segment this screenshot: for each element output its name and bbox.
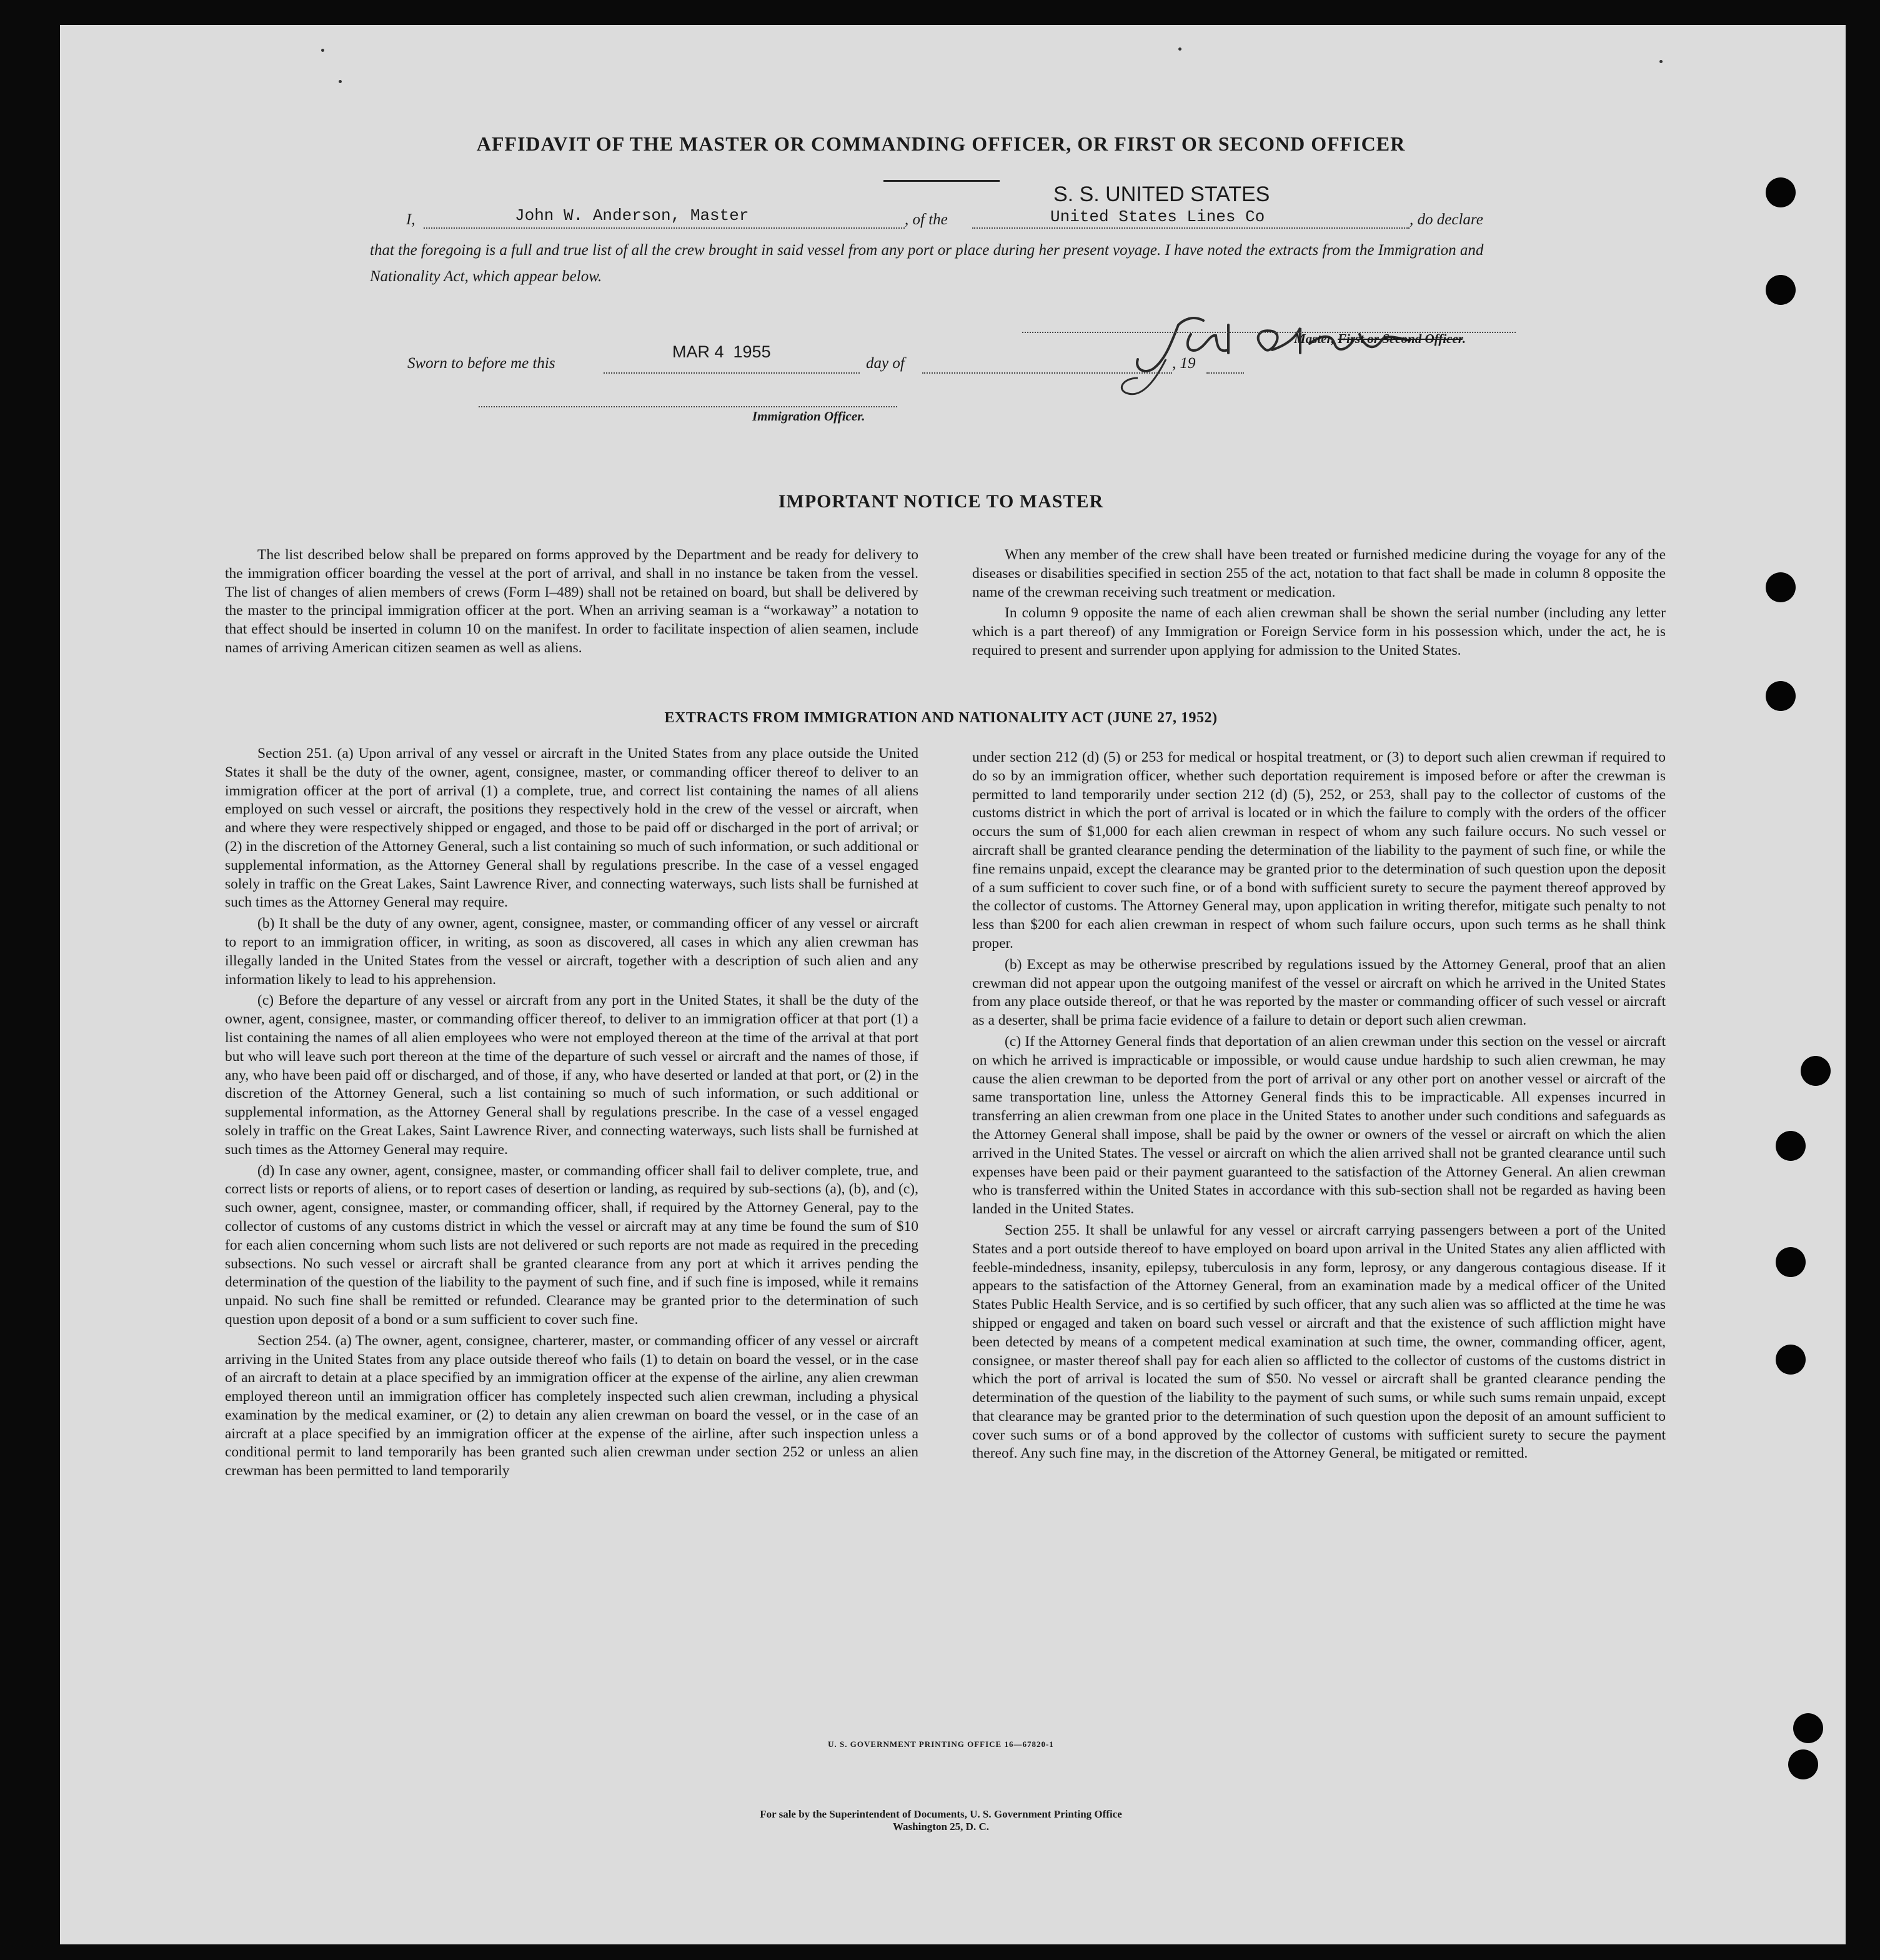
extract-paragraph: (d) In case any owner, agent, consignee, master, or commanding officer shall fail to deliver complete, true, and correct lists or reports of aliens, or to report cases of desertion or landing, as required by sub-sections (a), (b), and (c), such owner, agent, consignee, master, or commanding officer, shall, if required by the Attorney General, pay to the collector of customs of any customs district in which the vessel or aircraft may at any time be found the sum of $10 for each alien concerning whom such lists are not delivered or such reports are not made as required in the preceding subsections. No such vessel or aircraft shall be granted clearance from any port at which it arrives pending the determination of the question of the liability to the payment of such fine, and if such fine is imposed, while it remains unpaid. No such fine shall be remitted or refunded. Clearance may be granted prior to the determination of such question upon deposit of a bond or a sum sufficient to cover such fine. (225, 1162, 918, 1328)
notice-right-paragraph-1: When any member of the crew shall have been treated or furnished medicine during the voyage for any of the diseases or disabilities specified in section 255 of the act, notation to that fact shall be made in column 8 opposite the name of the crewman receiving such treatment or medication. (972, 547, 1666, 600)
extract-paragraph: under section 212 (d) (5) or 253 for medical or hospital treatment, or (3) to deport such alien crewman if required to do so by an immigration officer, whether such deportation requirement is imposed before or after the crewman is permitted to land temporarily under section 212 (d) (5), 252, or 253, shall pay to the collector of customs of the customs district in which the port of arrival is located or in which the failure to comply with the orders of the officer occurs the sum of $1,000 for each alien crewman in respect of whom any such failure occurs. No such vessel or aircraft shall be granted clearance pending the determination of the liability to the payment of such fine, or while the fine remains unpaid, except the clearance may be granted prior to the determination of such question upon the deposit of a sum sufficient to cover such fine, or of a bond with sufficient surety to secure the payment thereof approved by the collector of customs. The Attorney General may, upon application in writing therefor, mitigate such penalty to not less than $200 for each alien crewman in respect of whom such failure occurs, upon such terms as he shall think proper. (972, 749, 1666, 952)
sworn-label: Sworn to before me this (407, 355, 555, 372)
day-of-label: day of (866, 355, 905, 372)
extract-paragraph: Section 254. (a) The owner, agent, consignee, charterer, master, or commanding officer of any vessel or aircraft arriving in the United States from any place outside thereof who fails (1) to detain on board the vessel, or in the case of an aircraft to detain at a place specified by an immigration officer at the expense of the airline, any alien crewman employed thereon until an immigration officer has completely inspected such alien crewman, including a physical examination by the medical examiner, or (2) to detain any alien crewman on board the vessel, or in the case of an aircraft at a place specified by an immigration officer at the expense of the airline, after such inspection unless a conditional permit to land temporarily has been granted such alien crewman under section 252 or unless an alien crewman has been permitted to land temporarily (225, 1332, 918, 1480)
year-line (1206, 370, 1244, 374)
extracts-left-column (225, 745, 918, 1483)
sworn-date-line (604, 370, 860, 374)
extract-paragraph: (b) It shall be the duty of any owner, agent, consignee, master, or commanding officer of any vessel or aircraft to report to an immigration officer, in writing, as soon as discovered, all cases in which any alien crewman has illegally landed in the United States from the vessel or aircraft, together with a description of such alien and any information likely to lead to his apprehension. (225, 915, 918, 988)
extract-paragraph: (b) Except as may be otherwise prescribed by regulations issued by the Attorney General, proof that an alien crewman did not appear upon the outgoing manifest of the vessel or aircraft on which he arrived in the United States from any place outside thereof, or that he was reported by the master or commanding officer of such vessel or aircraft as a deserter, shall be prima facie evidence of a failure to detain or deport such alien crewman. (972, 956, 1666, 1029)
punch-hole (1766, 681, 1796, 711)
speck (1178, 47, 1181, 51)
year-prefix: , 19 (1172, 355, 1196, 372)
title-rule (883, 180, 1000, 182)
notice-right-column (972, 546, 1666, 663)
extract-paragraph: Section 255. It shall be unlawful for any vessel or aircraft carrying passengers between a port of the United States and a port outside thereof to have employed on board upon arrival in the United States any alien afflicted with feeble-mindedness, insanity, epilepsy, tuberculosis in any form, leprosy, or any dangerous contagious disease. If it appears to the satisfaction of the Attorney General, from an examination made by a medical officer of the United States Public Health Service, and is so certified by such officer, that any such alien was so afflicted at the time he was shipped or engaged and taken on board such vessel or aircraft and that the existence of such affliction might have been detected by means of a competent medical examination at such time, the owner, commanding officer, agent, consignee, or master thereof shall pay for each alien so afflicted to the collector of customs of the customs district in which the port of arrival is located the sum of $50. No vessel or aircraft shall be granted clearance pending the determination of the question of the liability to the payment of such sums, or while such sums remain unpaid, except that clearance may be granted prior to the determination of such question upon the deposit of an amount sufficient to cover such sums or of a bond approved by the collector of customs with sufficient surety to secure the payment thereof. Any such fine may, in the discretion of the Attorney General, be mitigated or remitted. (972, 1221, 1666, 1462)
extracts-right-column (972, 749, 1666, 1466)
speck (1659, 60, 1663, 63)
i-label: I, (406, 211, 415, 228)
officer-line (479, 404, 897, 407)
punch-hole (1766, 275, 1796, 305)
master-label: Master, (1294, 331, 1335, 346)
officer-label: Immigration Officer. (752, 409, 865, 424)
printing-office-line: U. S. GOVERNMENT PRINTING OFFICE 16—67820-1 (828, 1739, 1054, 1749)
month-line (922, 370, 1172, 374)
vessel-name-typed: United States Lines Co (1050, 207, 1265, 226)
punch-hole (1776, 1247, 1806, 1277)
extract-paragraph: (c) Before the departure of any vessel or aircraft from any port in the United States, it shall be the duty of the owner, agent, consignee, master, or commanding officer thereof, to deliver to an immigration officer at that port (1) a list containing the names of all alien employees who were not employed thereon at the time of the arrival at that port but who will leave such port thereon at the time of the departure of such vessel or aircraft and the names of those, if any, who have been paid off or discharged, and of those, if any, who have deserted or landed at that port, or (2) in the discretion of the Attorney General, such a list containing so much of such information, or such additional or supplemental information, as the Attorney General shall by regulations prescribe. In the case of a vessel engaged solely in traffic on the Great Lakes, Saint Lawrence River, and connecting waterways, such lists shall be furnished at such times as the Attorney General may require. (225, 992, 918, 1158)
affidavit-statement: that the foregoing is a full and true list of all the crew brought in said vessel from any port or place during her present voyage. I have noted the extracts from the Immigration and Nationality Act, which appear below. (370, 242, 1484, 285)
extract-paragraph: (c) If the Attorney General finds that deportation of an alien crewman under this section on the vessel or aircraft on which he arrived is impracticable or impossible, or would cause undue hardship to such alien crewman, he may cause the alien crewman to be deported from the port of arrival or any other port on another vessel or aircraft of the same transportation line, unless the Attorney General finds this to be impracticable. All expenses incurred in transferring an alien crewman from one place in the United States to another under such conditions and safeguards as the Attorney General shall impose, shall be paid by the owner or owners of the vessel or aircraft on which the alien arrived in the United States. The vessel or aircraft on which the alien arrived shall not be granted clearance until such expenses have been paid or their payment guaranteed to the satisfaction of the Attorney General. An alien crewman who is transferred within the United States in accordance with this sub-section shall not be regarded as having been landed in the United States. (972, 1033, 1666, 1218)
sworn-date: MAR 4 1955 (672, 342, 771, 361)
punch-hole (1766, 177, 1796, 207)
speck (321, 49, 324, 52)
master-name: John W. Anderson, Master (515, 206, 749, 225)
notice-left-column (225, 546, 918, 660)
notice-left-paragraph: The list described below shall be prepared on forms approved by the Department and be ready for delivery to the immigration officer boarding the vessel at the port of arrival, and shall in no instance be taken from the vessel. The list of changes of alien members of crews (Form I–489) shall not be retained on board, but shall be delivered by the master to the principal immigration officer at the port. When an arriving seaman is a “workaway” a notation to that effect should be inserted in column 10 on the manifest. In order to facilitate inspection of alien seamen, include names of arriving American citizen seamen as well as aliens. (225, 547, 918, 656)
struck-officer-label: First or Second Officer (1338, 331, 1463, 346)
name-line (424, 225, 905, 229)
punch-hole (1788, 1749, 1818, 1779)
document-page: AFFIDAVIT OF THE MASTER OR COMMANDING OFFICER, OR FIRST OR SECOND OFFICER S. S. UNITED STATES I, John W. Anderson, Master , of the United States Lines Co , do declare that the foregoing is a full and true list of all the crew brought in said vessel from any port or place during her present voyage. I have noted the extracts from the Immigration and Nationality Act, which appear below. Master, First or Second Officer. Sworn to before me this MAR 4 1955 day of , 19 Immigration Officer. IMPORTANT NOTICE TO MASTER The list described below shall be prepared on forms approved by the Department and be ready for delivery to the immigration officer boarding the vessel at the port of arrival, and shall in no instance be taken from the vessel. The list of changes of alien members of crews (Form I–489) shall not be retained on board, but shall be delivered by the master to the principal immigration officer at the port. When an arriving seaman is a “workaway” a notation to that effect should be inserted in column 10 on the manifest. In order to facilitate inspection of alien seamen, include names of arriving American citizen seamen as well as aliens. When any member of the crew shall have been treated or furnished medicine during the voyage for any of the diseases or disabilities specified in section 255 of the act, notation to that fact shall be made in column 8 opposite the name of the crewman receiving such treatment or medication. In column 9 opposite the name of each alien crewman shall be shown the serial number (including any letter which is a part thereof) of any Immigration or Foreign Service form in his possession which, under the act, he is required to present and surrender upon applying for admission to the United States. EXTRACTS FROM IMMIGRATION AND NATIONALITY ACT (JUNE 27, 1952) Section 251. (a) Upon arrival of any vessel or aircraft in the United States from any place outside the United States it shall be the duty of the owner, agent, consignee, master, or commanding officer thereof to deliver to an immigration officer at the port of arrival (1) a complete, true, and correct list containing the names of all aliens employed on such vessel or aircraft, the positions they respectively hold in the crew of the vessel or aircraft, when and where they were respectively shipped or engaged, and those to be paid off or discharged in the port of arrival; or (2) in the discretion of the Attorney General, such a list containing so much of such information, or such additional or supplemental information, as the Attorney General shall by regulations prescribe. In the case of a vessel engaged solely in traffic on the Great Lakes, Saint Lawrence River, and connecting waterways, such lists shall be furnished at such times as the Attorney General may require. (b) It shall be the duty of any owner, agent, consignee, master, or commanding officer of any vessel or aircraft to report to an immigration officer, in writing, as soon as discovered, all cases in which any alien crewman has illegally landed in the United States from the vessel or aircraft, together with a description of such alien and any information likely to lead to his apprehension. (c) Before the departure of any vessel or aircraft from any port in the United States, it shall be the duty of the owner, agent, consignee, master, or commanding officer thereof, to deliver to an immigration officer at that port (1) a list containing the names of all alien employees who were not employed thereon at the time of the arrival at that port but who will leave such port thereon at the time of the departure of such vessel or aircraft and the names of those, if any, who have been paid off or discharged, and of those, if any, who have deserted or landed at that port, or (2) in the discretion of the Attorney General, such a list containing so much of such information, or such additional or supplemental information, as the Attorney General shall by regulations prescribe. In the case of a vessel engaged solely in traffic on the Great Lakes, Saint Lawrence River, and connecting waterways, such lists shall be furnished at such times as the Attorney General may require. (d) In case any owner, agent, consignee, master, or commanding officer shall fail to deliver complete, true, and correct lists or reports of aliens, or to report cases of desertion or landing, as required by sub-sections (a), (b), and (c), such owner, agent, consignee, master, or commanding officer, shall, if required by the Attorney General, pay to the collector of customs of any customs district in which the vessel or aircraft may at any time be found the sum of $10 for each alien concerning whom such lists are not delivered or such reports are not made as required in the preceding subsections. No such vessel or aircraft shall be granted clearance from any port at which it arrives pending the determination of the question of the liability to the payment of such fine, and if such fine is imposed, while it remains unpaid. No such fine shall be remitted or refunded. Clearance may be granted prior to the determination of such question upon deposit of a bond or a sum sufficient to cover such fine. Section 254. (a) The owner, agent, consignee, charterer, master, or commanding officer of any vessel or aircraft arriving in the United States from any place outside thereof who fails (1) to detain on board the vessel, or in the case of an aircraft to detain at a place specified by an immigration officer at the expense of the airline, any alien crewman employed thereon until an immigration officer has completely inspected such alien crewman, including a physical examination by the medical examiner, or (2) to detain any alien crewman on board the vessel, or in the case of an aircraft at a place specified by an immigration officer at the expense of the airline, after such inspection unless a conditional permit to land temporarily has been granted such alien crewman under section 252 or unless an alien crewman has been permitted to land temporarily under section 212 (d) (5) or 253 for medical or hospital treatment, or (3) to deport such alien crewman if required to do so by an immigration officer, whether such deportation requirement is imposed before or after the crewman is permitted to land temporarily under section 212 (d) (5), 252, or 253, shall pay to the collector of customs of the customs district in which the port of arrival is located or in which the failure to comply with the orders of the officer occurs the sum of $1,000 for each alien crewman in respect of whom any such failure occurs. No such vessel or aircraft shall be granted clearance pending the determination of the liability to the payment of such fine, or while the fine remains unpaid, except the clearance may be granted prior to the determination of such question upon the deposit of a sum sufficient to cover such fine, or of a bond with sufficient surety to secure the payment thereof approved by the collector of customs. The Attorney General may, upon application in writing therefor, mitigate such penalty to not less than $200 for each alien crewman in respect of whom such failure occurs, upon such terms as he shall think proper. (b) Except as may be otherwise prescribed by regulations issued by the Attorney General, proof that an alien crewman did not appear upon the outgoing manifest of the vessel or aircraft on which he arrived in the United States from any place outside thereof, or that he was reported by the master or commanding officer of such vessel or aircraft as a deserter, shall be prima facie evidence of a failure to detain or deport such alien crewman. (c) If the Attorney General finds that deportation of an alien crewman under this section on the vessel or aircraft on which he arrived is impracticable or impossible, or would cause undue hardship to such alien crewman, he may cause the alien crewman to be deported from the port of arrival or any other port on another vessel or aircraft of the same transportation line, unless the Attorney General finds this to be impracticable. All expenses incurred in transferring an alien crewman from one place in the United States to another under such conditions and safeguards as the Attorney General shall impose, shall be paid by the owner or owners of the vessel or aircraft on which the alien arrived in the United States. The vessel or aircraft on which the alien arrived shall not be granted clearance until such expenses have been paid or their payment guaranteed to the satisfaction of the Attorney General. An alien crewman who is transferred within the United States in accordance with this sub-section shall not be regarded as having been landed in the United States. Section 255. It shall be unlawful for any vessel or aircraft carrying passengers between a port of the United States and a port outside thereof to have employed on board upon arrival in the United States any alien afflicted with feeble-mindedness, insanity, epilepsy, tuberculosis in any form, leprosy, or any dangerous contagious disease. If it appears to the satisfaction of the Attorney General, from an examination made by a medical officer of the United States Public Health Service, and is so certified by such officer, that any such alien was so afflicted at the time he was shipped or engaged and taken on board such vessel or aircraft and that the existence of such affliction might have been detected by means of a competent medical examination at such time, the owner, commanding officer, agent, consignee, or master thereof shall pay for each alien so afflicted to the collector of customs of the customs district in which the port of arrival is located the sum of $50. No vessel or aircraft shall be granted clearance pending the determination of the question of the liability to the payment of such sums, or while such sums remain unpaid, except that clearance may be granted prior to the determination of such question upon the deposit of an amount sufficient to cover such sums or of a bond approved by the collector of customs with sufficient surety to secure the payment thereof. Any such fine may, in the discretion of the Attorney General, be mitigated or remitted. U. S. GOVERNMENT PRINTING OFFICE 16—67820-1 For sale by the Superintendent of Documents, U. S. Government Printing Office Washington 25, D. C. (60, 25, 1846, 1944)
do-declare-label: , do declare (1410, 211, 1483, 228)
footer (60, 1808, 1822, 1833)
punch-hole (1793, 1713, 1823, 1743)
notice-right-paragraph-2: In column 9 opposite the name of each alien crewman shall be shown the serial number (including any letter which is a part thereof) of any Immigration or Foreign Service form in his possession which, under the act, he is required to present and surrender upon applying for admission to the United States. (972, 605, 1666, 659)
vessel-stamp: S. S. UNITED STATES (1053, 182, 1270, 206)
punch-hole (1766, 572, 1796, 602)
punch-hole (1776, 1131, 1806, 1161)
signature (1085, 291, 1435, 403)
footer-line-1: For sale by the Superintendent of Documents, U. S. Government Printing Office (760, 1808, 1122, 1820)
extract-paragraph: Section 251. (a) Upon arrival of any vessel or aircraft in the United States from any place outside the United States it shall be the duty of the owner, agent, consignee, master, or commanding officer thereof to deliver to an immigration officer at the port of arrival (1) a complete, true, and correct list containing the names of all aliens employed on such vessel or aircraft, the positions they respectively hold in the crew of the vessel or aircraft, when and where they were respectively shipped or engaged, and those to be paid off or discharged in the port of arrival; or (2) in the discretion of the Attorney General, such a list containing so much of such information, or such additional or supplemental information, as the Attorney General shall by regulations prescribe. In the case of a vessel engaged solely in traffic on the Great Lakes, Saint Lawrence River, and connecting waterways, such lists shall be furnished at such times as the Attorney General may require. (225, 745, 918, 911)
of-the-label: , of the (905, 211, 948, 228)
punch-hole (1801, 1056, 1831, 1086)
speck (339, 80, 342, 83)
affidavit-title: AFFIDAVIT OF THE MASTER OR COMMANDING OFFICER, OR FIRST OR SECOND OFFICER (476, 132, 1406, 155)
notice-title: IMPORTANT NOTICE TO MASTER (778, 491, 1104, 512)
footer-line-2: Washington 25, D. C. (893, 1821, 989, 1833)
extracts-title: EXTRACTS FROM IMMIGRATION AND NATIONALITY ACT (JUNE 27, 1952) (664, 710, 1218, 726)
punch-hole (1776, 1345, 1806, 1375)
